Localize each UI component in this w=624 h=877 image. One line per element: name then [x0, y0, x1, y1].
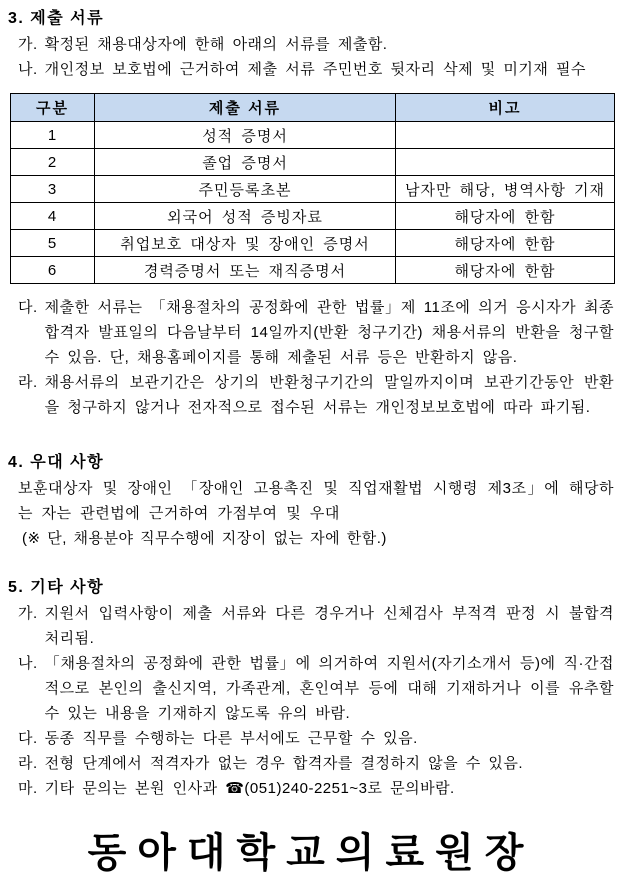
item-label: 다.	[18, 299, 38, 316]
list-item	[8, 601, 614, 651]
item-label: 나.	[18, 61, 38, 78]
table-row	[11, 149, 615, 176]
item-label: 라.	[18, 755, 38, 772]
item-label: 나.	[18, 655, 38, 672]
section-gap	[8, 420, 614, 452]
cell-document: 경력증명서 또는 재직증명서	[95, 257, 396, 284]
item-text: 제출한 서류는 「채용절차의 공정화에 관한 법률」제 11조에 의거 응시자가 최종합격자 발표일의 다음날부터 14일까지(반환 청구기간) 채용서류의 반환을 청구할 수 있음. 단, 채용홈페이지를 통해 제출된 서류 등은 반환하지 않음.	[44, 299, 614, 366]
column-header: 비고	[396, 94, 615, 122]
section4-note: (※ 단, 채용분야 직무수행에 지장이 없는 자에 한함.)	[22, 530, 387, 547]
cell-document: 졸업 증명서	[95, 149, 396, 176]
cell-remark: 해당자에 한함	[396, 230, 615, 257]
cell-document: 취업보호 대상자 및 장애인 증명서	[95, 230, 396, 257]
cell-index: 6	[11, 257, 95, 284]
section-preferential-treatment	[8, 452, 614, 551]
item-text: 확정된 채용대상자에 한해 아래의 서류를 제출함.	[44, 36, 388, 53]
cell-remark: 해당자에 한함	[396, 257, 615, 284]
signature-title: 동아대학교의료원장	[87, 830, 535, 875]
list-item	[8, 32, 614, 57]
table-row	[11, 203, 615, 230]
item-text: 기타 문의는 본원 인사과 ☎(051)240-2251~3로 문의바람.	[44, 780, 455, 797]
table-row	[11, 122, 615, 149]
column-header: 제출 서류	[95, 94, 396, 122]
section4-body: 보훈대상자 및 장애인 「장애인 고용촉진 및 직업재활법 시행령 제3조」에 해당하는 자는 관련법에 근거하여 가점부여 및 우대	[18, 480, 614, 522]
item-text: 채용서류의 보관기간은 상기의 반환청구기간의 말일까지이며 보관기간동안 반환을 청구하지 않거나 전자적으로 접수된 서류는 개인정보보호법에 따라 파기됨.	[44, 374, 614, 416]
item-label: 마.	[18, 780, 38, 797]
table-row	[11, 176, 615, 203]
cell-index: 3	[11, 176, 95, 203]
section5-title: 5. 기타 사항	[8, 579, 105, 596]
cell-index: 5	[11, 230, 95, 257]
cell-index: 2	[11, 149, 95, 176]
table-row	[11, 230, 615, 257]
list-item	[8, 751, 614, 776]
item-label: 다.	[18, 730, 38, 747]
cell-remark: 해당자에 한함	[396, 203, 615, 230]
cell-index: 4	[11, 203, 95, 230]
section3-title: 3. 제출 서류	[8, 10, 105, 27]
list-item	[8, 57, 614, 82]
item-text: 「채용절차의 공정화에 관한 법률」에 의거하여 지원서(자기소개서 등)에 직·간접적으로 본인의 출신지역, 가족관계, 혼인여부 등에 대해 기재하거나 이를 유추할 수 있는 내용을 기재하지 않도록 유의 바람.	[44, 655, 614, 722]
list-item	[8, 370, 614, 420]
item-text: 전형 단계에서 적격자가 없는 경우 합격자를 결정하지 않을 수 있음.	[44, 755, 524, 772]
cell-remark	[396, 122, 615, 149]
item-label: 가.	[18, 36, 38, 53]
section4-title: 4. 우대 사항	[8, 454, 105, 471]
item-text: 지원서 입력사항이 제출 서류와 다른 경우거나 신체검사 부적격 판정 시 불합격 처리됨.	[44, 605, 614, 647]
table-header-row	[11, 94, 615, 122]
section-other-matters	[8, 577, 614, 801]
submission-documents-table	[10, 93, 615, 284]
section-gap	[8, 551, 614, 577]
item-label: 라.	[18, 374, 38, 391]
section-submission-documents	[8, 8, 614, 420]
table-row	[11, 257, 615, 284]
list-item	[8, 295, 614, 370]
cell-remark: 남자만 해당, 병역사항 기재	[396, 176, 615, 203]
item-text: 동종 직무를 수행하는 다른 부서에도 근무할 수 있음.	[44, 730, 418, 747]
list-item	[8, 726, 614, 751]
column-header: 구분	[11, 94, 95, 122]
cell-document: 주민등록초본	[95, 176, 396, 203]
list-item	[8, 776, 614, 801]
cell-document: 외국어 성적 증빙자료	[95, 203, 396, 230]
cell-document: 성적 증명서	[95, 122, 396, 149]
cell-remark	[396, 149, 615, 176]
list-item	[8, 651, 614, 726]
item-text: 개인정보 보호법에 근거하여 제출 서류 주민번호 뒷자리 삭제 및 미기재 필수	[44, 61, 587, 78]
cell-index: 1	[11, 122, 95, 149]
item-label: 가.	[18, 605, 38, 622]
